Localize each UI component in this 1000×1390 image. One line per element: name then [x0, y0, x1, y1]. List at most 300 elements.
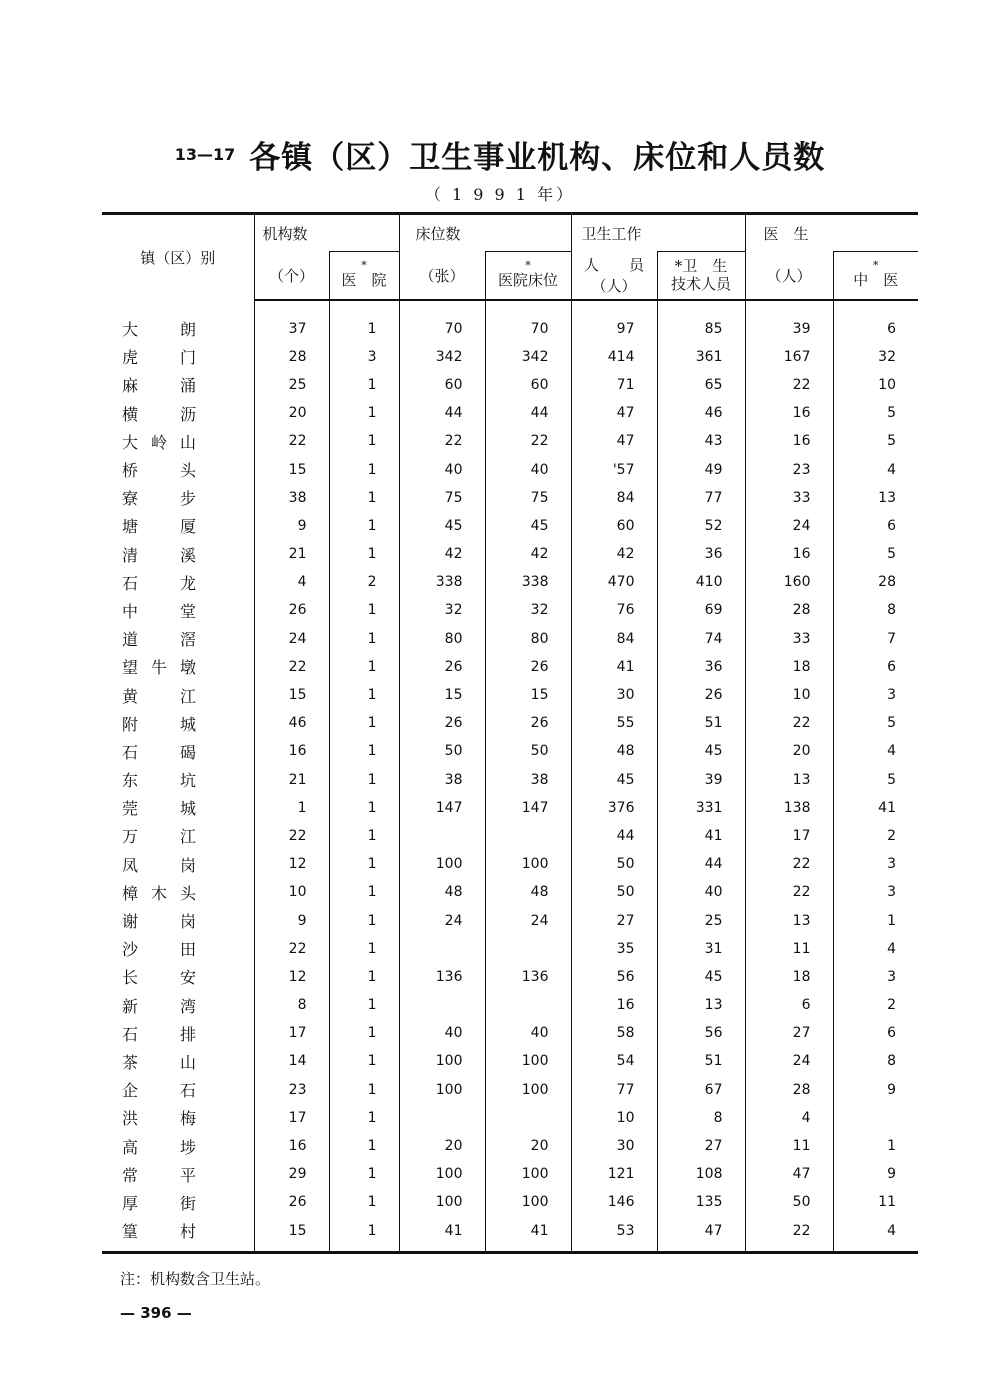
hospital-beds-cell: 342: [485, 343, 571, 371]
tech-staff-cell: 43: [657, 427, 745, 455]
tech-staff-cell: 44: [657, 850, 745, 878]
hospitals-cell: 1: [329, 737, 399, 765]
page-number: — 396 —: [120, 1304, 192, 1322]
staff-cell: 42: [571, 540, 657, 568]
table-row: [102, 653, 918, 681]
region-name: 道滘: [122, 630, 196, 650]
region-name: 望牛墩: [122, 658, 196, 678]
staff-cell: 48: [571, 737, 657, 765]
institutions-cell: 25: [254, 371, 329, 399]
region-name: 大朗: [122, 319, 196, 339]
beds-cell: 338: [399, 568, 485, 596]
tech-staff-cell: 26: [657, 681, 745, 709]
doctors-cell: 23: [745, 455, 833, 483]
table-row: [102, 766, 918, 794]
tech-staff-cell: 52: [657, 512, 745, 540]
doctors-cell: 24: [745, 1047, 833, 1075]
institutions-cell: 17: [254, 1019, 329, 1047]
tech-staff-cell: 46: [657, 399, 745, 427]
staff-cell: 121: [571, 1160, 657, 1188]
region-name: 黄江: [122, 686, 196, 706]
table-row: [102, 625, 918, 653]
header-staff: 人 员 （人）: [571, 252, 657, 300]
beds-cell: 147: [399, 794, 485, 822]
institutions-cell: 46: [254, 709, 329, 737]
doctors-cell: 22: [745, 850, 833, 878]
doctors-cell: 22: [745, 878, 833, 906]
beds-cell: [399, 822, 485, 850]
beds-cell: 40: [399, 1019, 485, 1047]
doctors-cell: 20: [745, 737, 833, 765]
hospitals-cell: 1: [329, 484, 399, 512]
staff-cell: 414: [571, 343, 657, 371]
tech-staff-cell: 13: [657, 991, 745, 1019]
tech-staff-cell: 51: [657, 709, 745, 737]
hospital-beds-cell: 338: [485, 568, 571, 596]
table-row: [102, 343, 918, 371]
tcm-cell: 28: [833, 568, 918, 596]
table-row: [102, 568, 918, 596]
beds-cell: 24: [399, 906, 485, 934]
institutions-cell: 22: [254, 653, 329, 681]
hospitals-cell: 1: [329, 455, 399, 483]
region-name: 企石: [122, 1081, 196, 1101]
doctors-cell: 50: [745, 1188, 833, 1216]
tcm-cell: 4: [833, 935, 918, 963]
hospital-beds-cell: 100: [485, 850, 571, 878]
beds-cell: 342: [399, 343, 485, 371]
table-row: [102, 737, 918, 765]
table-row: [102, 371, 918, 399]
doctors-cell: 18: [745, 653, 833, 681]
institutions-cell: 21: [254, 540, 329, 568]
table-row: [102, 300, 918, 343]
hospital-beds-cell: 50: [485, 737, 571, 765]
table-row: [102, 850, 918, 878]
staff-cell: '57: [571, 455, 657, 483]
tcm-cell: 4: [833, 455, 918, 483]
hospital-beds-cell: 15: [485, 681, 571, 709]
hospital-beds-cell: 40: [485, 455, 571, 483]
tech-staff-cell: 47: [657, 1217, 745, 1253]
header-beds-unit: （张）: [399, 252, 485, 300]
region-name: 万江: [122, 827, 196, 847]
institutions-cell: 15: [254, 455, 329, 483]
staff-cell: 41: [571, 653, 657, 681]
beds-cell: 100: [399, 1188, 485, 1216]
tcm-cell: 6: [833, 653, 918, 681]
hospital-beds-cell: 70: [485, 300, 571, 343]
hospital-beds-cell: [485, 935, 571, 963]
table-row: [102, 906, 918, 934]
institutions-cell: 15: [254, 1217, 329, 1253]
tcm-cell: 4: [833, 737, 918, 765]
institutions-cell: 26: [254, 596, 329, 624]
table-row: [102, 1160, 918, 1188]
doctors-cell: 47: [745, 1160, 833, 1188]
header-hospital-beds: * 医院床位: [485, 252, 571, 300]
staff-cell: 35: [571, 935, 657, 963]
institutions-cell: 38: [254, 484, 329, 512]
header-hospitals: * 医 院: [329, 252, 399, 300]
tech-staff-cell: 8: [657, 1104, 745, 1132]
tcm-cell: 13: [833, 484, 918, 512]
tcm-cell: 3: [833, 681, 918, 709]
tech-staff-cell: 65: [657, 371, 745, 399]
beds-cell: 26: [399, 653, 485, 681]
doctors-cell: 16: [745, 399, 833, 427]
tech-staff-cell: 51: [657, 1047, 745, 1075]
region-name: 常平: [122, 1165, 196, 1185]
hospital-beds-cell: 45: [485, 512, 571, 540]
staff-cell: 30: [571, 681, 657, 709]
doctors-cell: 16: [745, 540, 833, 568]
header-region: 镇（区）别: [140, 248, 216, 267]
doctors-cell: 22: [745, 1217, 833, 1253]
table-body: [102, 300, 918, 1253]
table-row: [102, 540, 918, 568]
header-tcm: * 中 医: [833, 252, 918, 300]
hospitals-cell: 1: [329, 596, 399, 624]
hospital-beds-cell: [485, 822, 571, 850]
table-row: [102, 963, 918, 991]
hospitals-cell: 2: [329, 568, 399, 596]
region-name: 塘厦: [122, 517, 196, 537]
institutions-cell: 12: [254, 963, 329, 991]
tcm-cell: 32: [833, 343, 918, 371]
tech-staff-cell: 36: [657, 540, 745, 568]
institutions-cell: 20: [254, 399, 329, 427]
tcm-cell: 11: [833, 1188, 918, 1216]
staff-cell: 470: [571, 568, 657, 596]
tcm-cell: 10: [833, 371, 918, 399]
staff-cell: 376: [571, 794, 657, 822]
tech-staff-cell: 45: [657, 737, 745, 765]
table-row: [102, 822, 918, 850]
header-beds: 床位数: [399, 214, 485, 252]
staff-cell: 55: [571, 709, 657, 737]
doctors-cell: 11: [745, 935, 833, 963]
hospital-beds-cell: 136: [485, 963, 571, 991]
table-row: [102, 1217, 918, 1253]
doctors-cell: 27: [745, 1019, 833, 1047]
tcm-cell: 8: [833, 596, 918, 624]
staff-cell: 77: [571, 1076, 657, 1104]
hospitals-cell: 1: [329, 653, 399, 681]
hospital-beds-cell: 44: [485, 399, 571, 427]
hospital-beds-cell: [485, 991, 571, 1019]
tcm-cell: 5: [833, 709, 918, 737]
table-row: [102, 709, 918, 737]
tech-staff-cell: 40: [657, 878, 745, 906]
tcm-cell: 5: [833, 766, 918, 794]
table-row: [102, 427, 918, 455]
beds-cell: 32: [399, 596, 485, 624]
staff-cell: 60: [571, 512, 657, 540]
hospital-beds-cell: 147: [485, 794, 571, 822]
region-name: 石龙: [122, 573, 196, 593]
beds-cell: 100: [399, 1076, 485, 1104]
header-staff-line1: 卫生工作: [571, 214, 657, 252]
hospitals-cell: 1: [329, 625, 399, 653]
hospitals-cell: 1: [329, 1047, 399, 1075]
header-tech-staff: *卫 生 技术人员: [657, 252, 745, 300]
institutions-cell: 21: [254, 766, 329, 794]
staff-cell: 47: [571, 427, 657, 455]
region-name: 长安: [122, 968, 196, 988]
region-name: 石排: [122, 1024, 196, 1044]
staff-cell: 146: [571, 1188, 657, 1216]
table-row: [102, 794, 918, 822]
beds-cell: [399, 1104, 485, 1132]
tech-staff-cell: 56: [657, 1019, 745, 1047]
hospitals-cell: 1: [329, 766, 399, 794]
beds-cell: 136: [399, 963, 485, 991]
hospital-beds-cell: 60: [485, 371, 571, 399]
region-name: 沙田: [122, 940, 196, 960]
hospital-beds-cell: 100: [485, 1047, 571, 1075]
table-year: （ 1 9 9 1 年）: [424, 185, 576, 204]
tech-staff-cell: 74: [657, 625, 745, 653]
tech-staff-cell: 361: [657, 343, 745, 371]
beds-cell: 15: [399, 681, 485, 709]
health-table: [102, 212, 918, 1254]
tech-staff-cell: 41: [657, 822, 745, 850]
tech-staff-cell: 67: [657, 1076, 745, 1104]
region-name: 桥头: [122, 461, 196, 481]
tech-staff-cell: 410: [657, 568, 745, 596]
tech-staff-cell: 31: [657, 935, 745, 963]
doctors-cell: 138: [745, 794, 833, 822]
tech-staff-cell: 85: [657, 300, 745, 343]
tcm-cell: [833, 1104, 918, 1132]
doctors-cell: 28: [745, 1076, 833, 1104]
region-name: 新湾: [122, 996, 196, 1016]
footnote: 注：机构数含卫生站。: [120, 1270, 271, 1288]
institutions-cell: 28: [254, 343, 329, 371]
tcm-cell: 7: [833, 625, 918, 653]
beds-cell: 70: [399, 300, 485, 343]
doctors-cell: 11: [745, 1132, 833, 1160]
staff-cell: 47: [571, 399, 657, 427]
region-name: 谢岗: [122, 912, 196, 932]
doctors-cell: 167: [745, 343, 833, 371]
institutions-cell: 9: [254, 512, 329, 540]
institutions-cell: 29: [254, 1160, 329, 1188]
hospitals-cell: 1: [329, 512, 399, 540]
hospital-beds-cell: 32: [485, 596, 571, 624]
tcm-cell: 9: [833, 1160, 918, 1188]
tcm-cell: 3: [833, 850, 918, 878]
tcm-cell: 8: [833, 1047, 918, 1075]
staff-cell: 84: [571, 625, 657, 653]
beds-cell: [399, 991, 485, 1019]
region-name: 大岭山: [122, 432, 196, 452]
beds-cell: 48: [399, 878, 485, 906]
institutions-cell: 8: [254, 991, 329, 1019]
hospitals-cell: 1: [329, 1160, 399, 1188]
region-name: 凤岗: [122, 855, 196, 875]
table-row: [102, 512, 918, 540]
table-row: [102, 1047, 918, 1075]
region-name: 厚街: [122, 1193, 196, 1213]
hospitals-cell: 1: [329, 540, 399, 568]
table-row: [102, 1132, 918, 1160]
doctors-cell: 22: [745, 371, 833, 399]
hospital-beds-cell: [485, 1104, 571, 1132]
hospitals-cell: 1: [329, 1104, 399, 1132]
staff-cell: 54: [571, 1047, 657, 1075]
staff-cell: 53: [571, 1217, 657, 1253]
institutions-cell: 15: [254, 681, 329, 709]
hospitals-cell: 1: [329, 427, 399, 455]
tcm-cell: 5: [833, 540, 918, 568]
region-name: 洪梅: [122, 1109, 196, 1129]
hospital-beds-cell: 100: [485, 1160, 571, 1188]
beds-cell: 100: [399, 1047, 485, 1075]
hospital-beds-cell: 80: [485, 625, 571, 653]
institutions-cell: 24: [254, 625, 329, 653]
tcm-cell: 5: [833, 399, 918, 427]
institutions-cell: 16: [254, 1132, 329, 1160]
doctors-cell: 18: [745, 963, 833, 991]
table-row: [102, 878, 918, 906]
staff-cell: 56: [571, 963, 657, 991]
table-row: [102, 1188, 918, 1216]
institutions-cell: 16: [254, 737, 329, 765]
header-doctors: 医 生: [745, 214, 833, 252]
table-row: [102, 399, 918, 427]
region-name: 樟木头: [122, 883, 196, 903]
hospital-beds-cell: 100: [485, 1188, 571, 1216]
hospitals-cell: 1: [329, 850, 399, 878]
tcm-cell: 1: [833, 1132, 918, 1160]
hospital-beds-cell: 40: [485, 1019, 571, 1047]
doctors-cell: 28: [745, 596, 833, 624]
hospitals-cell: 1: [329, 991, 399, 1019]
tcm-cell: 4: [833, 1217, 918, 1253]
table-title: [0, 132, 1000, 177]
doctors-cell: 16: [745, 427, 833, 455]
institutions-cell: 22: [254, 935, 329, 963]
beds-cell: 42: [399, 540, 485, 568]
hospitals-cell: 1: [329, 1217, 399, 1253]
staff-cell: 50: [571, 878, 657, 906]
staff-cell: 76: [571, 596, 657, 624]
tcm-cell: 2: [833, 822, 918, 850]
tcm-cell: 5: [833, 427, 918, 455]
tcm-cell: 41: [833, 794, 918, 822]
hospitals-cell: 1: [329, 822, 399, 850]
staff-cell: 45: [571, 766, 657, 794]
institutions-cell: 26: [254, 1188, 329, 1216]
staff-cell: 44: [571, 822, 657, 850]
region-name: 麻涌: [122, 376, 196, 396]
table-row: [102, 596, 918, 624]
doctors-cell: 10: [745, 681, 833, 709]
staff-cell: 97: [571, 300, 657, 343]
table-row: [102, 681, 918, 709]
hospitals-cell: 1: [329, 709, 399, 737]
institutions-cell: 17: [254, 1104, 329, 1132]
region-name: 虎门: [122, 348, 196, 368]
beds-cell: 44: [399, 399, 485, 427]
tcm-cell: 6: [833, 1019, 918, 1047]
beds-cell: 45: [399, 512, 485, 540]
beds-cell: 41: [399, 1217, 485, 1253]
hospital-beds-cell: 100: [485, 1076, 571, 1104]
tcm-cell: 3: [833, 963, 918, 991]
hospitals-cell: 1: [329, 1188, 399, 1216]
hospital-beds-cell: 41: [485, 1217, 571, 1253]
hospitals-cell: 1: [329, 878, 399, 906]
hospital-beds-cell: 38: [485, 766, 571, 794]
hospital-beds-cell: 26: [485, 653, 571, 681]
beds-cell: 26: [399, 709, 485, 737]
tcm-cell: 6: [833, 512, 918, 540]
institutions-cell: 10: [254, 878, 329, 906]
beds-cell: 100: [399, 1160, 485, 1188]
hospitals-cell: 1: [329, 963, 399, 991]
hospitals-cell: 1: [329, 906, 399, 934]
tech-staff-cell: 108: [657, 1160, 745, 1188]
institutions-cell: 22: [254, 822, 329, 850]
tcm-cell: 2: [833, 991, 918, 1019]
title-text: 各镇（区）卫生事业机构、床位和人员数: [249, 140, 826, 176]
tech-staff-cell: 69: [657, 596, 745, 624]
institutions-cell: 22: [254, 427, 329, 455]
hospitals-cell: 1: [329, 399, 399, 427]
staff-cell: 84: [571, 484, 657, 512]
doctors-cell: 13: [745, 766, 833, 794]
hospital-beds-cell: 20: [485, 1132, 571, 1160]
region-name: 茶山: [122, 1052, 196, 1072]
beds-cell: 50: [399, 737, 485, 765]
table-number: 13—17: [174, 145, 236, 164]
tcm-cell: 3: [833, 878, 918, 906]
hospitals-cell: 1: [329, 1076, 399, 1104]
beds-cell: [399, 935, 485, 963]
header-institutions-unit: （个）: [254, 252, 329, 300]
table-row: [102, 484, 918, 512]
hospital-beds-cell: 22: [485, 427, 571, 455]
institutions-cell: 12: [254, 850, 329, 878]
hospitals-cell: 1: [329, 794, 399, 822]
table-row: [102, 1019, 918, 1047]
region-name: 高埗: [122, 1137, 196, 1157]
doctors-cell: 24: [745, 512, 833, 540]
table-row: [102, 455, 918, 483]
staff-cell: 27: [571, 906, 657, 934]
doctors-cell: 33: [745, 625, 833, 653]
region-name: 中堂: [122, 601, 196, 621]
tcm-cell: 9: [833, 1076, 918, 1104]
table-row: [102, 1104, 918, 1132]
tech-staff-cell: 36: [657, 653, 745, 681]
beds-cell: 80: [399, 625, 485, 653]
tech-staff-cell: 25: [657, 906, 745, 934]
tech-staff-cell: 135: [657, 1188, 745, 1216]
staff-cell: 30: [571, 1132, 657, 1160]
header-institutions: 机构数: [254, 214, 329, 252]
region-name: 寮步: [122, 489, 196, 509]
tcm-cell: 1: [833, 906, 918, 934]
doctors-cell: 4: [745, 1104, 833, 1132]
tech-staff-cell: 45: [657, 963, 745, 991]
doctors-cell: 22: [745, 709, 833, 737]
hospital-beds-cell: 75: [485, 484, 571, 512]
institutions-cell: 23: [254, 1076, 329, 1104]
